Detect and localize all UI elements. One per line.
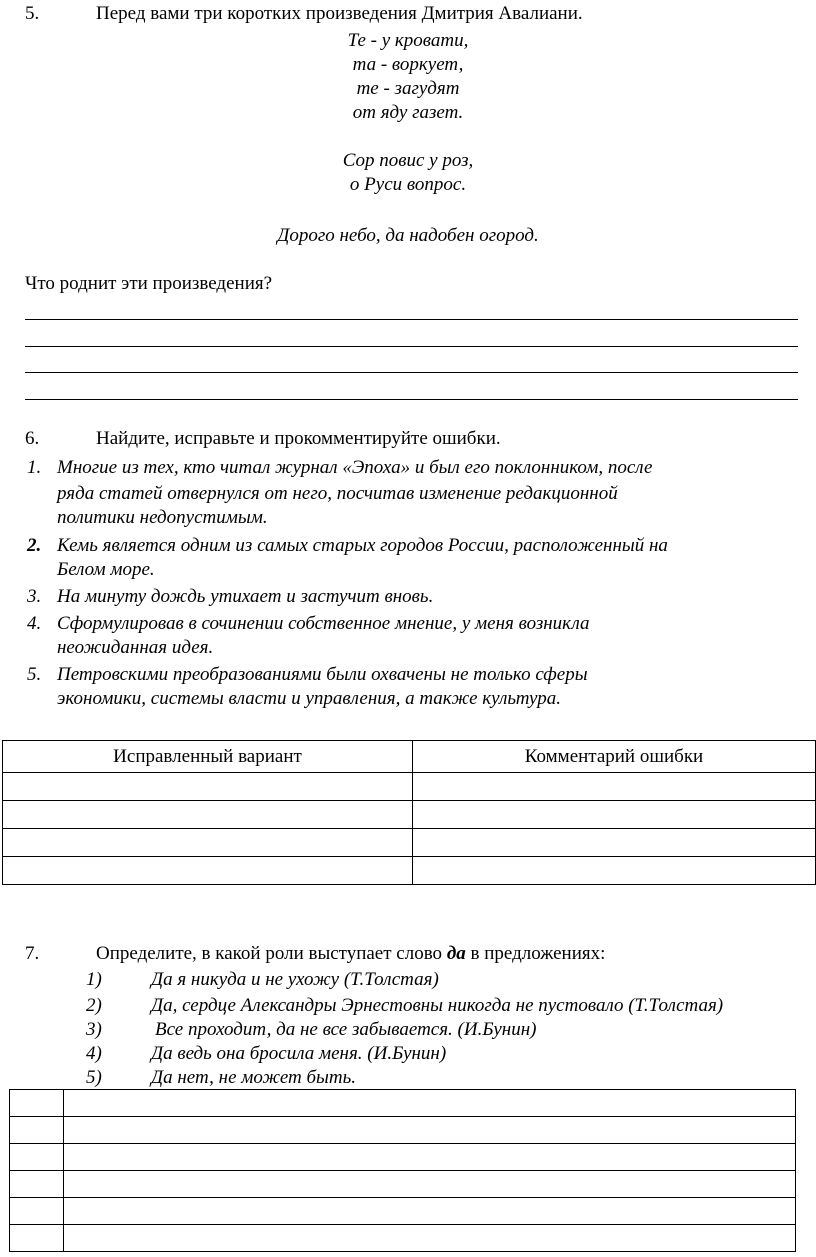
item-number: 1. [27, 457, 42, 478]
table-header-corrected: Исправленный вариант [3, 741, 413, 773]
item-line: экономики, системы власти и управления, а также культура. [57, 688, 561, 709]
item-line: На минуту дождь утихает и застучит вновь. [57, 586, 434, 607]
table-cell[interactable] [413, 773, 816, 801]
table-cell[interactable] [10, 1090, 64, 1117]
poem1-line: та - воркует, [352, 54, 464, 75]
item-number: 5) [86, 1067, 102, 1088]
poem3-line: Дорого небо, да надобен огород. [277, 225, 539, 246]
table-row [10, 1171, 796, 1198]
task5-number: 5. [25, 3, 40, 24]
task6-heading: Найдите, исправьте и прокомментируйте ошибки. [96, 428, 501, 449]
item-number: 2) [86, 995, 102, 1016]
table-cell[interactable] [3, 801, 413, 829]
table-cell[interactable] [413, 857, 816, 885]
table-cell[interactable] [10, 1225, 64, 1252]
table-row [3, 801, 816, 829]
list-item: Да ведь она бросила меня. (И.Бунин) [151, 1043, 447, 1064]
table-cell[interactable] [10, 1144, 64, 1171]
item-number: 4) [86, 1043, 102, 1064]
table-cell[interactable] [64, 1225, 796, 1252]
answer-line[interactable] [25, 399, 798, 400]
poem2-line: о Руси вопрос. [349, 174, 467, 195]
table-row [3, 829, 816, 857]
task7-heading [96, 943, 605, 965]
item-number: 5. [27, 664, 42, 685]
task7-number: 7. [25, 943, 40, 964]
table-cell[interactable] [3, 773, 413, 801]
table-header-comment: Комментарий ошибки [413, 741, 816, 773]
task7-heading-before: Определите, в какой роли выступает слово [96, 943, 447, 964]
item-number: 4. [27, 613, 42, 634]
table-cell[interactable] [413, 829, 816, 857]
task5-heading: Перед вами три коротких произведения Дмитрия Авалиани. [96, 3, 583, 24]
table-row [10, 1225, 796, 1252]
task6-number: 6. [25, 428, 40, 449]
list-item: Все проходит, да не все забывается. (И.Бунин) [155, 1019, 537, 1040]
task7-keyword: да [446, 943, 466, 964]
table-row [10, 1198, 796, 1225]
item-line: Петровскими преобразованиями были охвачены не только сферы [57, 664, 588, 685]
answer-line[interactable] [25, 372, 798, 373]
table-cell[interactable] [64, 1198, 796, 1225]
item-line: ряда статей отвернулся от него, посчитав изменение редакционной [57, 483, 618, 504]
table-row [10, 1117, 796, 1144]
table-cell[interactable] [3, 857, 413, 885]
table-cell[interactable] [64, 1117, 796, 1144]
list-item: Да я никуда и не ухожу (Т.Толстая) [151, 969, 439, 990]
table-cell[interactable] [64, 1090, 796, 1117]
item-number: 2. [27, 535, 42, 556]
table-row [3, 773, 816, 801]
table-row [10, 1144, 796, 1171]
item-line: Сформулировав в сочинении собственное мнение, у меня возникла [57, 613, 590, 634]
list-item: Да, сердце Александры Эрнестовны никогда не пустовало (Т.Толстая) [151, 995, 724, 1016]
task5-question: Что роднит эти произведения? [25, 273, 273, 294]
corrections-table [2, 740, 816, 885]
poem2-line: Сор повис у роз, [342, 150, 474, 171]
table-cell[interactable] [10, 1198, 64, 1225]
roles-table [9, 1089, 796, 1252]
table-cell[interactable] [64, 1171, 796, 1198]
task7-heading-after: в предложениях: [465, 943, 606, 964]
item-line: Кемь является одним из самых старых городов России, расположенный на [57, 535, 668, 556]
item-line: Белом море. [57, 559, 155, 580]
poem1-line: от яду газет. [352, 102, 464, 123]
poem1-line: Те - у кровати, [347, 30, 469, 51]
table-row [3, 857, 816, 885]
table-cell[interactable] [10, 1117, 64, 1144]
table-row [10, 1090, 796, 1117]
answer-line[interactable] [25, 319, 798, 320]
item-line: неожиданная идея. [57, 637, 214, 658]
table-cell[interactable] [3, 829, 413, 857]
list-item: Да нет, не может быть. [151, 1067, 357, 1088]
item-number: 1) [86, 969, 102, 990]
poem1-line: те - загудят [356, 78, 460, 99]
table-cell[interactable] [10, 1171, 64, 1198]
item-number: 3) [86, 1019, 102, 1040]
table-cell[interactable] [413, 801, 816, 829]
table-cell[interactable] [64, 1144, 796, 1171]
item-line: политики недопустимым. [57, 507, 268, 528]
item-line: Многие из тех, кто читал журнал «Эпоха» и был его поклонником, после [57, 457, 653, 478]
item-number: 3. [27, 586, 42, 607]
answer-line[interactable] [25, 346, 798, 347]
